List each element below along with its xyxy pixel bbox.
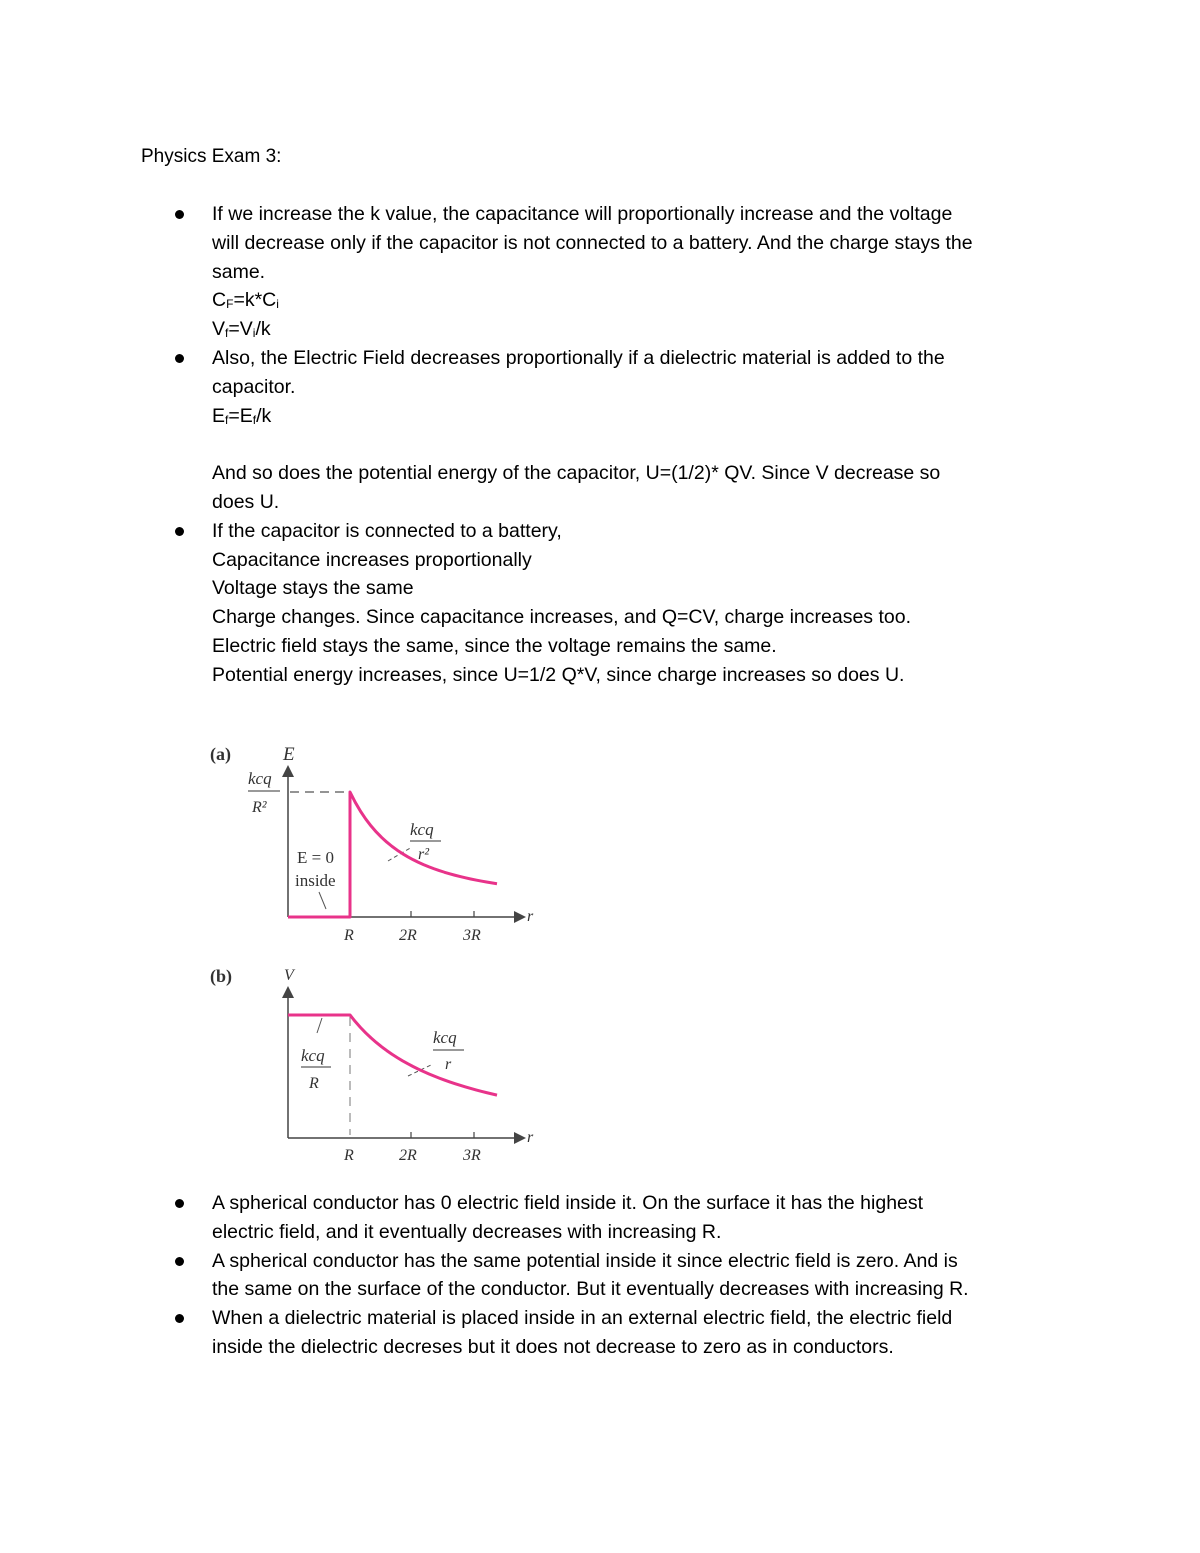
text-line: Potential energy increases, since U=1/2 Q*V, since charge increases so does U. bbox=[212, 663, 905, 686]
text-line: A spherical conductor has 0 electric field inside it. On the surface it has the highest bbox=[212, 1192, 924, 1214]
panel-b-x-tick-label: R bbox=[344, 1147, 354, 1164]
panel-a-inside-label-line2: inside bbox=[295, 871, 336, 890]
bullet-item bbox=[212, 344, 1092, 517]
panel-a-inside-pointer bbox=[319, 892, 326, 909]
bullet-icon bbox=[175, 354, 184, 363]
panel-b-label: (b) bbox=[210, 966, 232, 986]
bullet-list-top bbox=[212, 200, 1092, 690]
panel-b-plateau-label-numerator: kcq bbox=[301, 1046, 325, 1065]
bullet-list-bottom bbox=[212, 1189, 1092, 1362]
document-title: Physics Exam 3: bbox=[141, 146, 282, 167]
figure-svg bbox=[200, 735, 560, 1175]
bullet-icon bbox=[175, 1314, 184, 1323]
panel-b-plateau-pointer bbox=[317, 1018, 322, 1033]
text-line: When a dielectric material is placed inside in an external electric field, the electric field bbox=[212, 1307, 953, 1330]
bullet-item bbox=[212, 200, 1092, 344]
panel-a-label: (a) bbox=[210, 744, 231, 764]
formula-electric-field: $E_f=E_f/k$ bbox=[212, 404, 272, 427]
text-line: inside the dielectric decreses but it does not decrease to zero as in conductors. bbox=[212, 1335, 894, 1358]
text-line: electric field, and it eventually decreases with increasing R. bbox=[212, 1220, 722, 1243]
text-line: Electric field stays the same, since the voltage remains the same. bbox=[212, 634, 777, 657]
text-line: If we increase the k value, the capacitance will proportionally increase and the voltage bbox=[212, 203, 953, 225]
bullet-icon bbox=[175, 527, 184, 536]
panel-a-inside-label-line1: E = 0 bbox=[297, 848, 334, 867]
text-line: the same on the surface of the conductor. But it eventually decreases with increasing R. bbox=[212, 1278, 969, 1301]
text-line: same. bbox=[212, 260, 266, 283]
panel-a-y-tick-numerator: kcq bbox=[248, 769, 272, 788]
bullet-item bbox=[212, 1304, 1092, 1362]
panel-b-x-tick-label: 2R bbox=[399, 1147, 417, 1164]
panel-a-y-tick-denominator: R² bbox=[252, 799, 267, 816]
text-line: will decrease only if the capacitor is not connected to a battery. And the charge stays the bbox=[212, 231, 973, 254]
panel-b-curve-label-numerator: kcq bbox=[433, 1028, 457, 1047]
bullet-item bbox=[212, 1189, 1092, 1247]
conductor-field-potential-figure bbox=[200, 735, 560, 1175]
panel-b-curve-label-denominator: r bbox=[445, 1056, 452, 1073]
panel-a-x-tick-label: 2R bbox=[399, 927, 417, 944]
formula-voltage: $V_f=V_i/k$ bbox=[212, 318, 271, 341]
panel-a-x-axis-label: r bbox=[527, 908, 534, 925]
panel-a-curve-label-denominator: r² bbox=[418, 846, 430, 863]
text-line: And so does the potential energy of the capacitor, U=(1/2)* QV. Since V decrease so bbox=[212, 462, 941, 485]
text-line: Voltage stays the same bbox=[212, 577, 414, 600]
bullet-item bbox=[212, 517, 1092, 690]
formula-capacitance: $C_F=k*C_i$ bbox=[212, 289, 279, 312]
text-line: Also, the Electric Field decreases proportionally if a dielectric material is added to the bbox=[212, 346, 945, 369]
panel-b-y-axis-label: V bbox=[284, 967, 294, 984]
text-line: capacitor. bbox=[212, 375, 296, 398]
panel-b-x-axis-label: r bbox=[527, 1129, 534, 1146]
blank-line bbox=[212, 430, 1092, 459]
bullet-icon bbox=[175, 1199, 184, 1208]
panel-a-y-axis-label: E bbox=[283, 744, 295, 765]
text-line: A spherical conductor has the same potential inside it since electric field is zero. And is bbox=[212, 1249, 958, 1272]
panel-b-x-tick-label: 3R bbox=[463, 1147, 481, 1164]
text-line: Capacitance increases proportionally bbox=[212, 548, 532, 571]
panel-b-plateau-label-denominator: R bbox=[309, 1075, 319, 1092]
bullet-icon bbox=[175, 1257, 184, 1266]
panel-a-x-tick-label: R bbox=[344, 927, 354, 944]
text-line: If the capacitor is connected to a battery, bbox=[212, 519, 562, 542]
bullet-item bbox=[212, 1247, 1092, 1305]
panel-a-curve-label-numerator: kcq bbox=[410, 820, 434, 839]
text-line: Charge changes. Since capacitance increases, and Q=CV, charge increases too. bbox=[212, 606, 911, 629]
panel-a-curve-pointer bbox=[388, 847, 412, 861]
text-line: does U. bbox=[212, 490, 280, 513]
panel-a-x-tick-label: 3R bbox=[463, 927, 481, 944]
bullet-icon bbox=[175, 210, 184, 219]
